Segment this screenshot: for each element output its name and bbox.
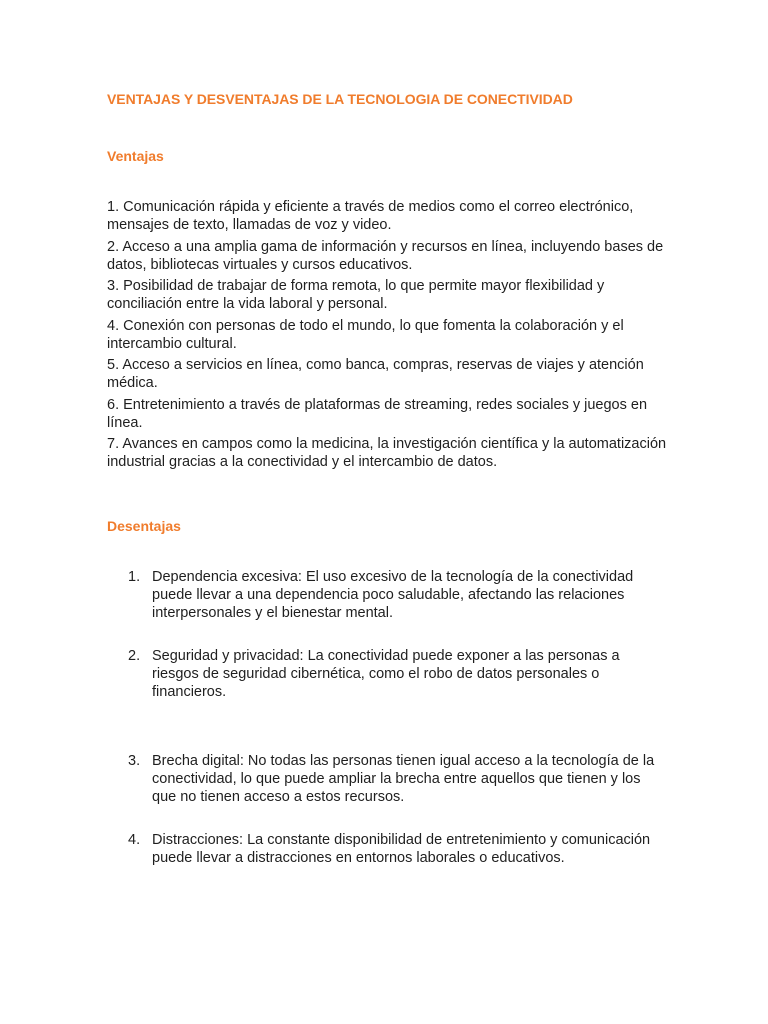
- disadvantage-number: 4.: [128, 832, 141, 848]
- advantage-item: 6. Entretenimiento a través de plataformas de streaming, redes sociales y juegos en línea.: [107, 396, 648, 431]
- disadvantage-number: 1.: [128, 569, 141, 585]
- disadvantage-text: Distracciones: La constante disponibilidad de entretenimiento y comunicación puede llevar a distracciones en entornos laborales o educativos.: [152, 832, 651, 866]
- advantage-item: 1. Comunicación rápida y eficiente a través de medios como el correo electrónico, mensajes de texto, llamadas de voz y video.: [107, 199, 634, 233]
- disadvantage-text: Seguridad y privacidad: La conectividad puede exponer a las personas a riesgos de seguridad cibernética, como el robo de datos personales o financieros.: [152, 648, 620, 700]
- disadvantage-number: 3.: [128, 753, 141, 769]
- disadvantage-text: Brecha digital: No todas las personas tienen igual acceso a la tecnología de la conectividad, lo que puede ampliar la brecha entre aquellos que tienen y los que no tienen acceso a estos recursos.: [152, 753, 655, 805]
- advantage-item: 7. Avances en campos como la medicina, la investigación científica y la automatización industrial gracias a la conectividad y el intercambio de datos.: [107, 436, 667, 470]
- advantage-item: 5. Acceso a servicios en línea, como banca, compras, reservas de viajes y atención médica.: [107, 357, 644, 391]
- disadvantage-text: Dependencia excesiva: El uso excesivo de la tecnología de la conectividad puede llevar a una dependencia poco saludable, afectando las relaciones interpersonales y el bienestar mental.: [152, 569, 634, 621]
- advantage-item: 4. Conexión con personas de todo el mundo, lo que fomenta la colaboración y el intercambio cultural.: [107, 317, 624, 352]
- advantages-list: [107, 198, 667, 475]
- document-title: VENTAJAS Y DESVENTAJAS DE LA TECNOLOGIA DE CONECTIVIDAD: [107, 91, 573, 107]
- advantage-item: 3. Posibilidad de trabajar de forma remota, lo que permite mayor flexibilidad y conciliación entre la vida laboral y personal.: [107, 278, 605, 312]
- advantages-heading: Ventajas: [107, 148, 164, 164]
- disadvantages-heading: Desentajas: [107, 518, 181, 534]
- advantage-item: 2. Acceso a una amplia gama de información y recursos en línea, incluyendo bases de datos, bibliotecas virtuales y cursos educativos.: [107, 238, 664, 273]
- disadvantage-number: 2.: [128, 648, 141, 664]
